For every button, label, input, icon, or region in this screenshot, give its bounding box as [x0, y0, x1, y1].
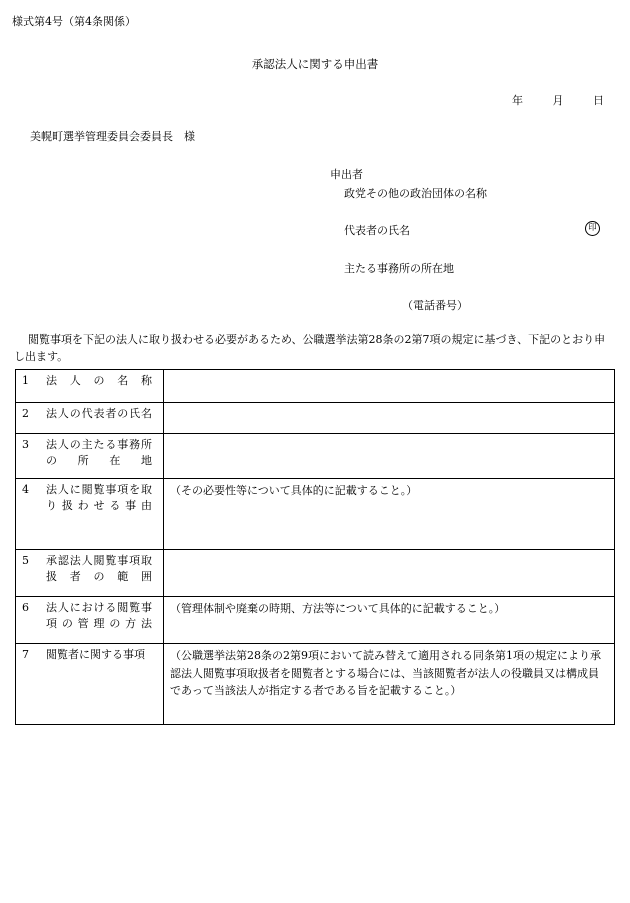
item-number: 6 — [22, 601, 29, 614]
intro-text: 閲覧事項を下記の法人に取り扱わせる必要があるため、公職選挙法第28条の2第7項の規定に基づき、下記のとおり申し出ます。 — [14, 333, 606, 364]
party-name-label: 政党その他の政治団体の名称 — [344, 187, 487, 200]
document-title: 承認法人に関する申出書 — [251, 57, 379, 71]
item-label: 法人における閲覧事項の管理の方法 — [46, 601, 152, 630]
table-row — [16, 550, 615, 597]
item-content — [164, 403, 615, 434]
table-row — [16, 479, 615, 550]
addressee: 美幌町選挙管理委員会委員長 様 — [30, 130, 195, 143]
date-day: 日 — [593, 94, 604, 107]
date-month: 月 — [552, 94, 564, 107]
item-content — [164, 434, 615, 479]
item-content — [164, 550, 615, 597]
table-row — [16, 370, 615, 403]
item-label: 法人の主たる事務所の所在地 — [46, 438, 152, 467]
phone-number-label: （電話番号） — [402, 299, 468, 312]
item-label-cell — [16, 434, 164, 479]
item-number: 4 — [22, 483, 29, 496]
item-number: 1 — [22, 374, 29, 387]
item-number: 7 — [22, 648, 29, 661]
item-label: 閲覧者に関する事項 — [46, 648, 145, 661]
seal-icon: 印 — [585, 221, 600, 236]
item-label-cell — [16, 550, 164, 597]
applicant-label: 申出者 — [330, 168, 363, 181]
item-content: （その必要性等について具体的に記載すること。） — [164, 479, 615, 550]
item-label-cell — [16, 479, 164, 550]
form-number: 様式第4号（第4条関係） — [12, 15, 136, 28]
item-label: 法人の名称 — [46, 374, 152, 387]
item-content — [164, 370, 615, 403]
table-row — [16, 644, 615, 725]
item-number: 2 — [22, 407, 29, 420]
items-table — [15, 369, 615, 725]
date-line — [486, 93, 604, 109]
item-label-cell — [16, 644, 164, 725]
item-label-cell — [16, 403, 164, 434]
item-content: （公職選挙法第28条の2第9項において読み替えて適用される同条第1項の規定により承認法人閲覧事項取扱者を閲覧者とする場合には、当該閲覧者が法人の役職員又は構成員であって当該法人が指定する者である旨を記載すること。） — [164, 644, 615, 725]
item-label-cell — [16, 370, 164, 403]
item-label: 承認法人閲覧事項取扱者の範囲 — [46, 554, 152, 583]
item-label-cell — [16, 597, 164, 644]
item-label: 法人に閲覧事項を取り扱わせる事由 — [46, 483, 152, 512]
item-content: （管理体制や廃棄の時期、方法等について具体的に記載すること。） — [164, 597, 615, 644]
table-row — [16, 434, 615, 479]
table-row — [16, 403, 615, 434]
item-number: 5 — [22, 554, 29, 567]
representative-label: 代表者の氏名 — [344, 224, 410, 237]
office-address-label: 主たる事務所の所在地 — [344, 262, 454, 275]
date-year: 年 — [512, 94, 523, 107]
table-row — [16, 597, 615, 644]
item-label: 法人の代表者の氏名 — [46, 407, 152, 420]
item-number: 3 — [22, 438, 29, 451]
